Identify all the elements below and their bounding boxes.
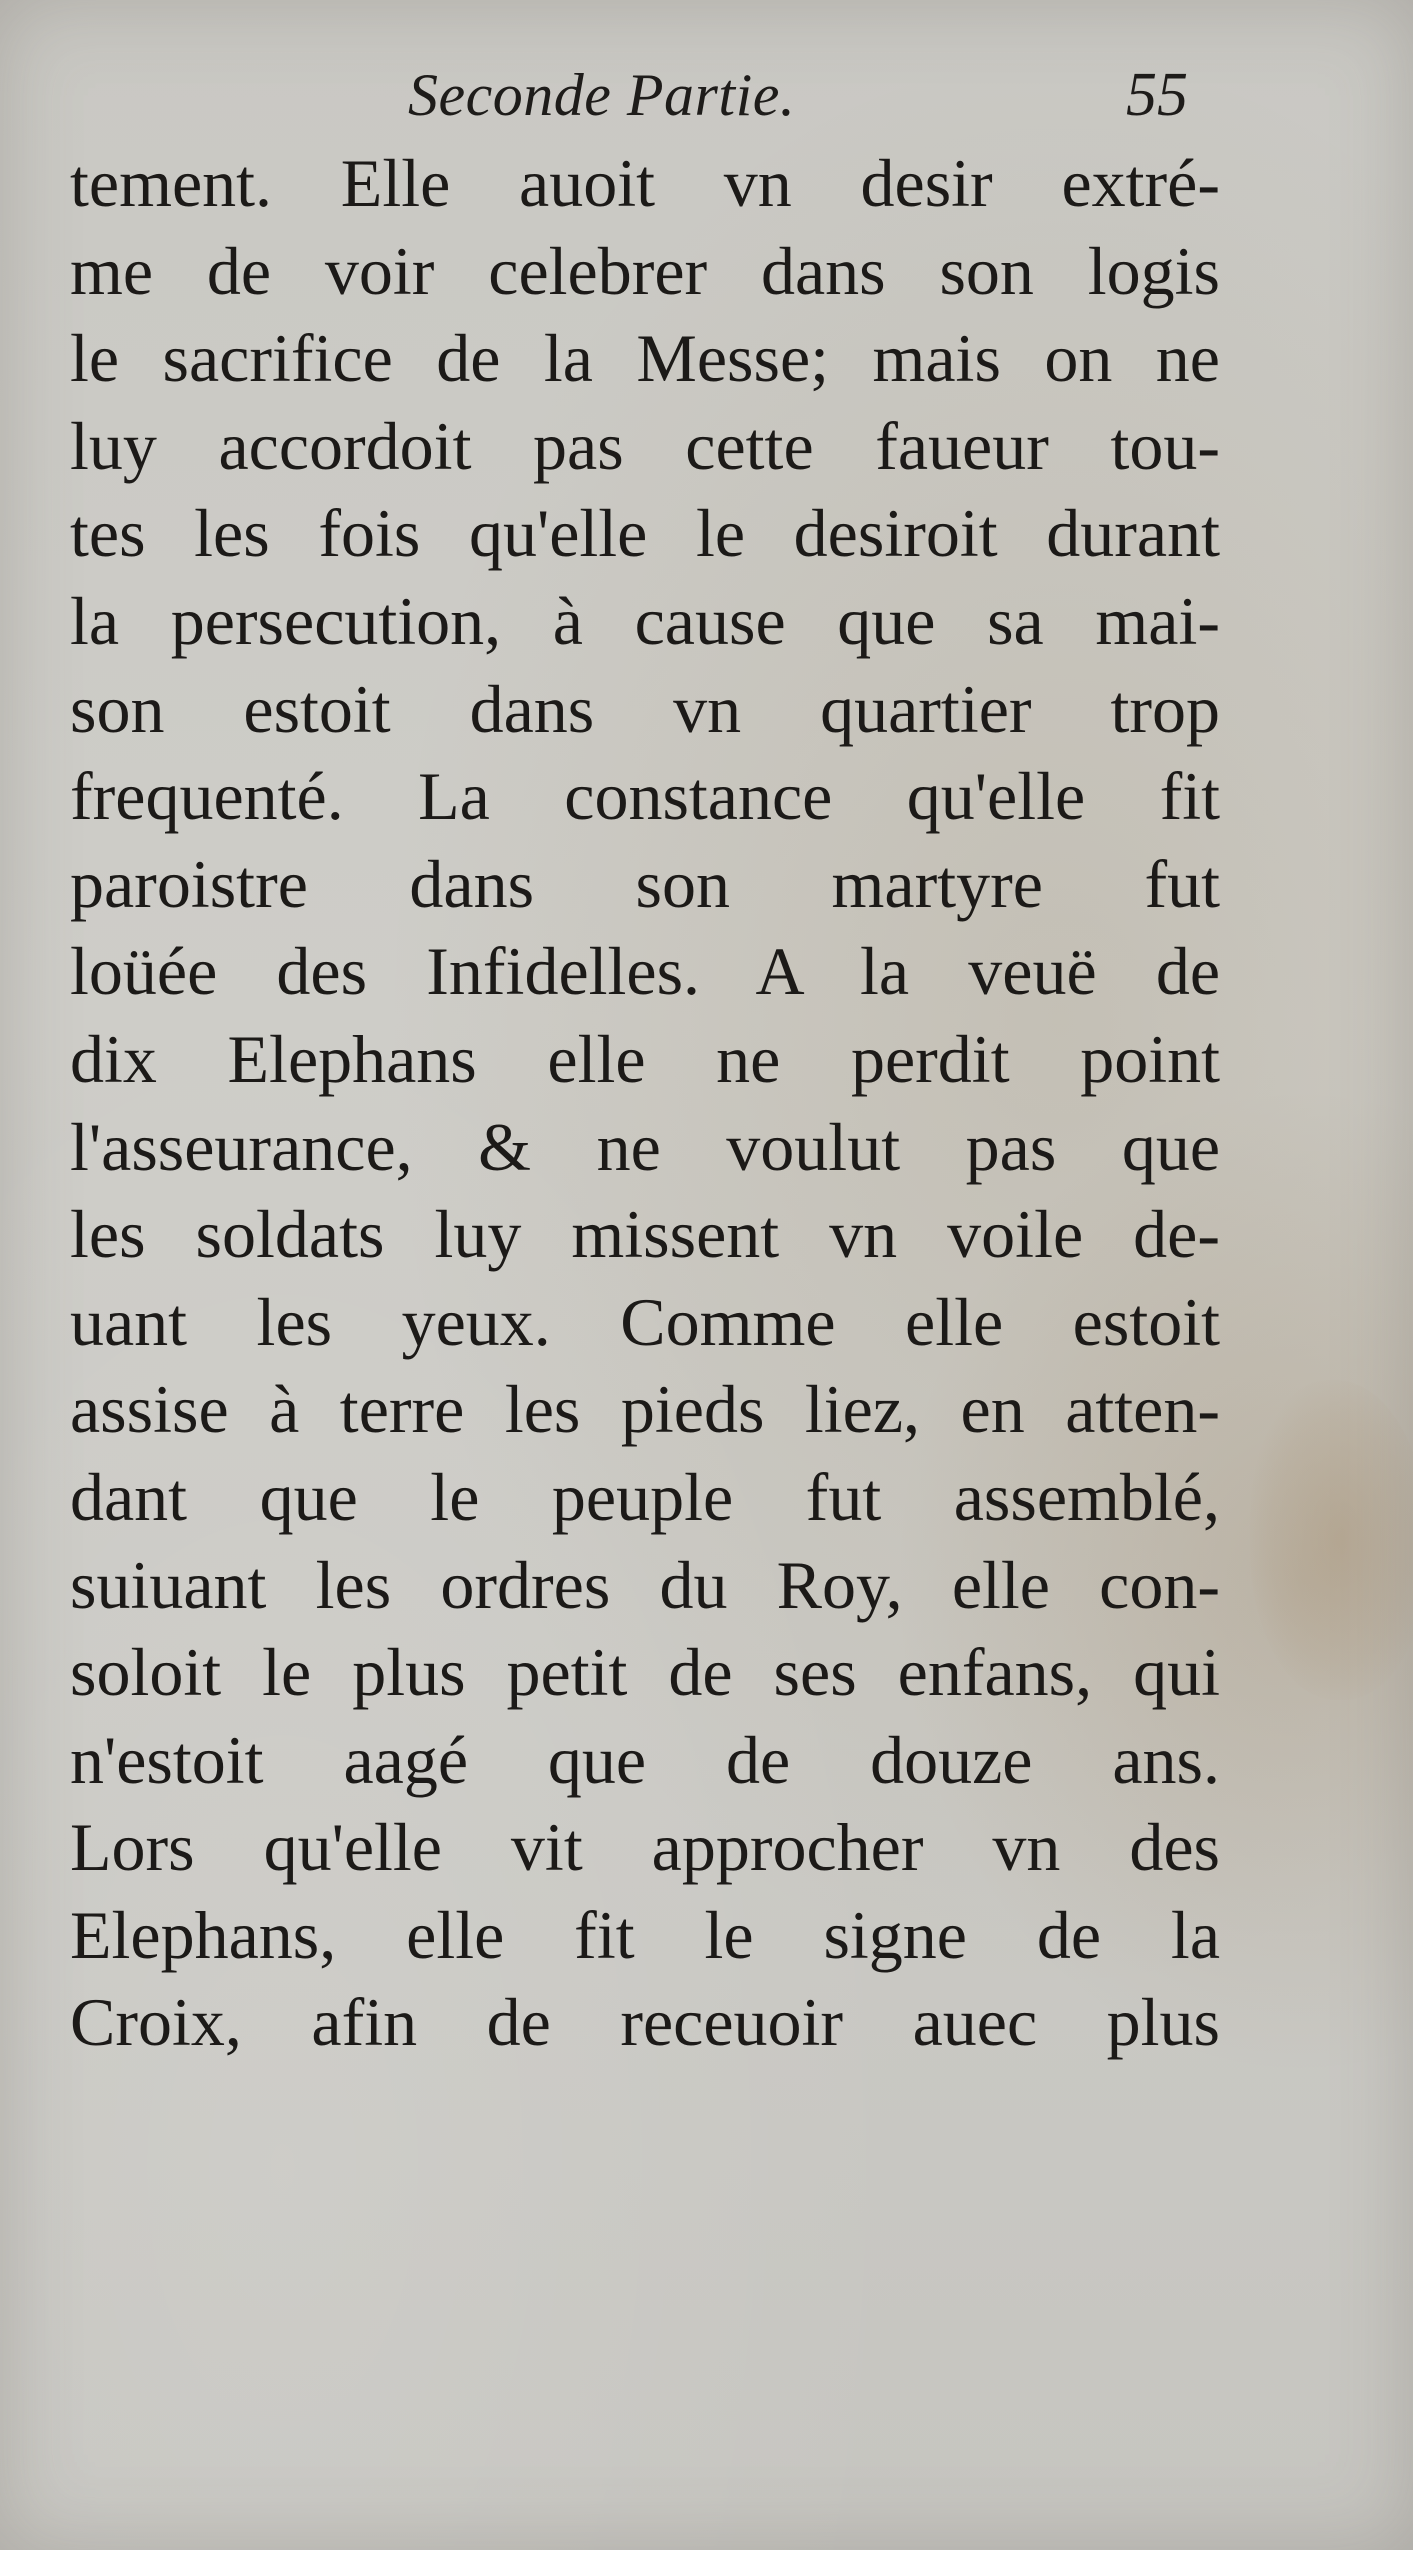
text-line: frequenté. La constance qu'elle fit: [70, 758, 1220, 835]
text-line: le sacrifice de la Messe; mais on ne: [70, 320, 1220, 397]
text-line: luy accordoit pas cette faueur tou-: [70, 407, 1220, 484]
text-line: soloit le plus petit de ses enfans, qui: [70, 1634, 1220, 1711]
text-line: me de voir celebrer dans son logis: [70, 232, 1220, 309]
page-number: 55: [1126, 61, 1188, 129]
text-line: dant que le peuple fut assemblé,: [70, 1458, 1220, 1535]
water-stain: [1250, 1380, 1413, 1700]
text-line: tes les fois qu'elle le desiroit durant: [70, 495, 1220, 572]
running-head-title: Seconde Partie.: [408, 62, 796, 128]
body-text: [70, 140, 1220, 2067]
text-line: Croix, afin de receuoir auec plus: [70, 1984, 1220, 2061]
text-line: son estoit dans vn quartier trop: [70, 670, 1220, 747]
text-line: suiuant les ordres du Roy, elle con-: [70, 1546, 1220, 1623]
text-line: paroistre dans son martyre fut: [70, 845, 1220, 922]
text-line: uant les yeux. Comme elle estoit: [70, 1283, 1220, 1360]
text-line: les soldats luy missent vn voile de-: [70, 1196, 1220, 1273]
text-line: la persecution, à cause que sa mai-: [70, 582, 1220, 659]
text-line: Lors qu'elle vit approcher vn des: [70, 1809, 1220, 1886]
text-line: n'estoit aagé que de douze ans.: [70, 1721, 1220, 1798]
running-head: [0, 60, 1413, 140]
text-line: dix Elephans elle ne perdit point: [70, 1020, 1220, 1097]
text-line: assise à terre les pieds liez, en atten-: [70, 1371, 1220, 1448]
text-line: tement. Elle auoit vn desir extré-: [70, 145, 1220, 221]
text-line: Elephans, elle fit le signe de la: [70, 1896, 1220, 1973]
text-line: loüée des Infidelles. A la veuë de: [70, 933, 1220, 1010]
text-line: l'asseurance, & ne voulut pas que: [70, 1108, 1220, 1185]
